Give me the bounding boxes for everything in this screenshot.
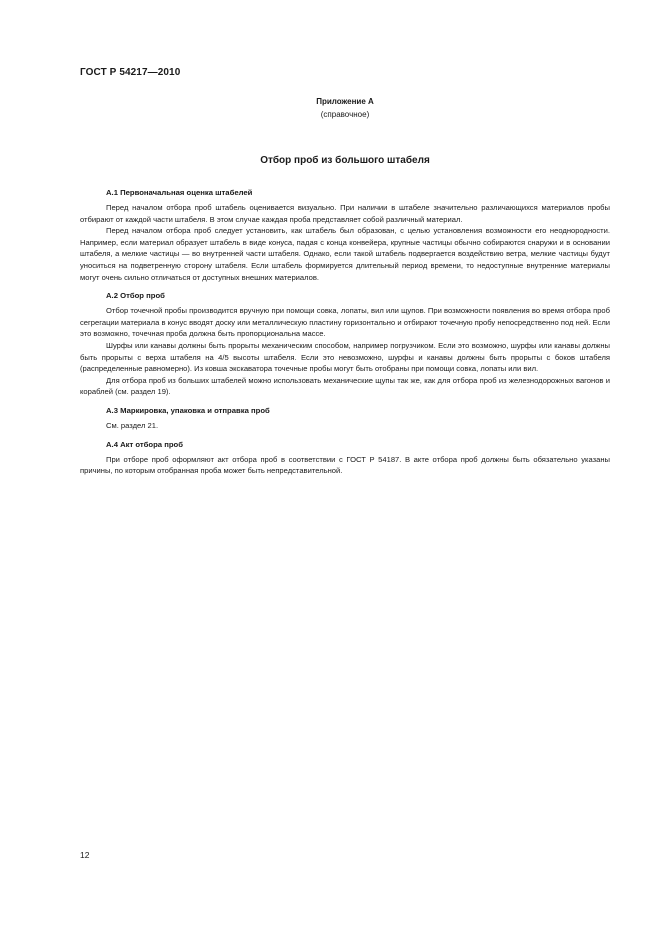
document-code: ГОСТ Р 54217—2010	[80, 67, 181, 78]
paragraph: Перед началом отбора проб штабель оценивается визуально. При наличии в штабеле значительно различающихся материалов пробы отбирают от каждой части штабеля. В этом случае каждая проба представляет собой различный материал.	[80, 203, 610, 224]
document-body	[80, 187, 610, 484]
paragraph: См. раздел 21.	[106, 420, 159, 430]
section-heading: А.1 Первоначальная оценка штабелей	[106, 188, 253, 197]
paragraph: Перед началом отбора проб следует установить, как штабель был образован, с целью установления возможности его неоднородности. Например, если материал образует штабель в виде конуса, падая с конца конвейера, крупные частицы обычно собираются снаружи и в основании штабеля, а мелкие частицы — во внутренней части штабеля. Однако, если такой штабель подвергается воздействию ветра, мелкие частицы будут уноситься на подветренную сторону штабеля. Если штабель формируется длительный период времени, то недоступные внутренние материалы могут очень сильно отличаться от доступных внешних материалов.	[80, 226, 610, 282]
paragraph: При отборе проб оформляют акт отбора проб в соответствии с ГОСТ Р 54187. В акте отбора проб должны быть обязательно указаны причины, по которым отобранная проба может быть непредставительной.	[80, 454, 610, 476]
section-heading: А.2 Отбор проб	[106, 291, 165, 301]
appendix-title: Приложение А	[316, 97, 374, 106]
paragraph: Шурфы или канавы должны быть прорыты механическим способом, например погрузчиком. Если это возможно, шурфы или канавы должны быть прорыты с верха штабеля на 4/5 высоты штабеля. Если это невозможно, шурфы и канавы должны быть прорыты с боков штабеля (распределенные равномерно). Из ковша экскаватора точечные пробы могут быть отобраны при помощи совка, лопаты или вил.	[80, 340, 610, 374]
appendix-subtitle: (справочное)	[320, 110, 370, 119]
appendix-label	[80, 95, 610, 121]
paragraph: Для отбора проб из больших штабелей можно использовать механические щупы так же, как для отбора проб из железнодорожных вагонов и кораблей (см. раздел 19).	[80, 375, 610, 397]
section-a3	[80, 405, 610, 432]
section-a4	[80, 439, 610, 477]
section-a2	[80, 290, 610, 398]
page-title: Отбор проб из большого штабеля	[260, 155, 430, 166]
section-heading: А.3 Маркировка, упаковка и отправка проб	[106, 405, 270, 415]
paragraph: Отбор точечной пробы производится вручную при помощи совка, лопаты, вил или щупов. При возможности появления во время отбора проб сегрегации материала в конус вводят доску или металлическую пластину горизонтально и отбирают точечную пробу непосредственно под ней. Если это возможно, точечная проба должна быть пропорциональна массе.	[80, 306, 610, 339]
section-heading: А.4 Акт отбора проб	[106, 439, 184, 449]
page-number: 12	[80, 850, 90, 860]
section-a1	[80, 187, 610, 283]
